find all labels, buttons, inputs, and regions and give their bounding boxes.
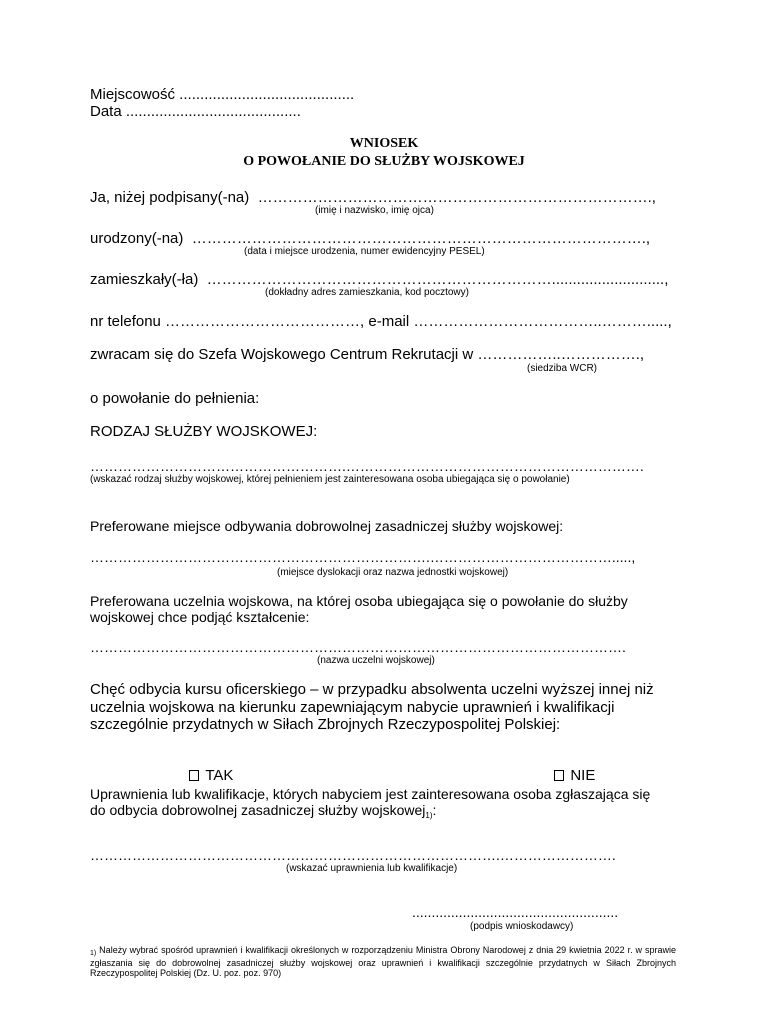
qualifications-colon: :	[432, 802, 437, 818]
qualifications-dots: …………………………………………………………………………….…………………….	[90, 847, 616, 863]
university-heading-2: wojskowej chce podjąć kształcenie:	[90, 609, 310, 625]
footnote-text: Należy wybrać spośród uprawnień i kwalifikacji określonych w rozporządzeniu Ministra Obrony Narodowej z dnia 29 kwietnia 2022 r. w sprawie zgłaszania się do dobrowolnej zasadniczej służby wojskowej oraz uprawnień i kwalifikacji szczególnie przydatnych w Siłach Zbrojnych Rzeczypospolitej Polskiej (Dz. U. poz. poz. 970)	[90, 945, 676, 978]
option-yes[interactable]	[181, 750, 233, 784]
appointment-text: o powołanie do pełnienia:	[90, 390, 260, 407]
address-hint: (dokładny adres zamieszkania, kod pocztowy)	[265, 287, 469, 298]
address-line: zamieszkały(-ła) ……………………………………………………………...........................,	[90, 271, 669, 288]
service-type-dots: ……………………………………………….……………………………………………………….	[90, 458, 644, 474]
name-line: Ja, niżej podpisany(-na) …………………………………………………………………….,	[90, 189, 656, 206]
date-field: Data ..........................................	[90, 103, 301, 120]
option-no[interactable]	[546, 750, 595, 784]
title-line-2: O POWOŁANIE DO SŁUŻBY WOJSKOWEJ	[243, 154, 525, 169]
preferred-place-heading: Preferowane miejsce odbywania dobrowolnej zasadniczej służby wojskowej:	[90, 518, 564, 534]
university-dots: …………………………………………………………………………………………………….	[90, 639, 626, 655]
name-hint: (imię i nazwisko, imię ojca)	[315, 205, 434, 216]
place-field: Miejscowość ..........................................	[90, 86, 355, 103]
option-no-label: NIE	[570, 767, 596, 784]
officer-course-line-1: Chęć odbycia kursu oficerskiego – w przypadku absolwenta uczelni wyższej innej niż	[90, 681, 654, 698]
signature-dots: .....................................................	[412, 904, 619, 920]
qualifications-line-1: Uprawnienia lub kwalifikacje, których nabyciem jest zainteresowana osoba zgłaszająca się	[90, 786, 651, 802]
wcr-line: zwracam się do Szefa Wojskowego Centrum Rekrutacji w ……………..…………….,	[90, 346, 645, 363]
footnote	[90, 945, 676, 979]
signature-hint: (podpis wnioskodawcy)	[470, 921, 574, 932]
officer-course-line-3: szczególnie przydatnych w Siłach Zbrojnych Rzeczypospolitej Polskiej:	[90, 716, 561, 733]
preferred-place-hint: (miejsce dyslokacji oraz nazwa jednostki wojskowej)	[277, 567, 509, 578]
title-line-1: WNIOSEK	[349, 136, 419, 151]
service-type-heading: RODZAJ SŁUŻBY WOJSKOWEJ:	[90, 423, 318, 440]
birth-line: urodzony(-na) ……………………………………………………………………………….,	[90, 230, 651, 247]
option-yes-label: TAK	[205, 767, 234, 784]
qualifications-line-2	[90, 802, 436, 818]
contact-line: nr telefonu …………………………………, e-mail ………………………………..……….....,	[90, 313, 672, 330]
checkbox-no[interactable]	[554, 770, 564, 781]
officer-course-line-2: uczelnia wojskowa na kierunku zapewniającym nabycie uprawnień i kwalifikacji	[90, 699, 615, 716]
checkbox-yes[interactable]	[189, 770, 199, 781]
service-type-hint: (wskazać rodzaj służby wojskowej, której pełnieniem jest zainteresowana osoba ubiegająca się o powołanie)	[90, 474, 570, 485]
footnote-marker: 1)	[90, 950, 97, 957]
qualifications-hint: (wskazać uprawnienia lub kwalifikacje)	[286, 863, 458, 874]
qualifications-line-2-text: do odbycia dobrowolnej zasadniczej służby wojskowej	[90, 802, 426, 818]
university-heading-1: Preferowana uczelnia wojskowa, na której osoba ubiegająca się o powołanie do służby	[90, 593, 628, 609]
birth-hint: (data i miejsce urodzenia, numer ewidencyjny PESEL)	[244, 246, 485, 257]
qualifications-footnote-ref: 1)	[425, 811, 433, 820]
wcr-hint: (siedziba WCR)	[527, 363, 598, 374]
university-hint: (nazwa uczelni wojskowej)	[317, 655, 435, 666]
preferred-place-dots: ……………………………………………………………….………………………………….....,	[90, 549, 636, 565]
